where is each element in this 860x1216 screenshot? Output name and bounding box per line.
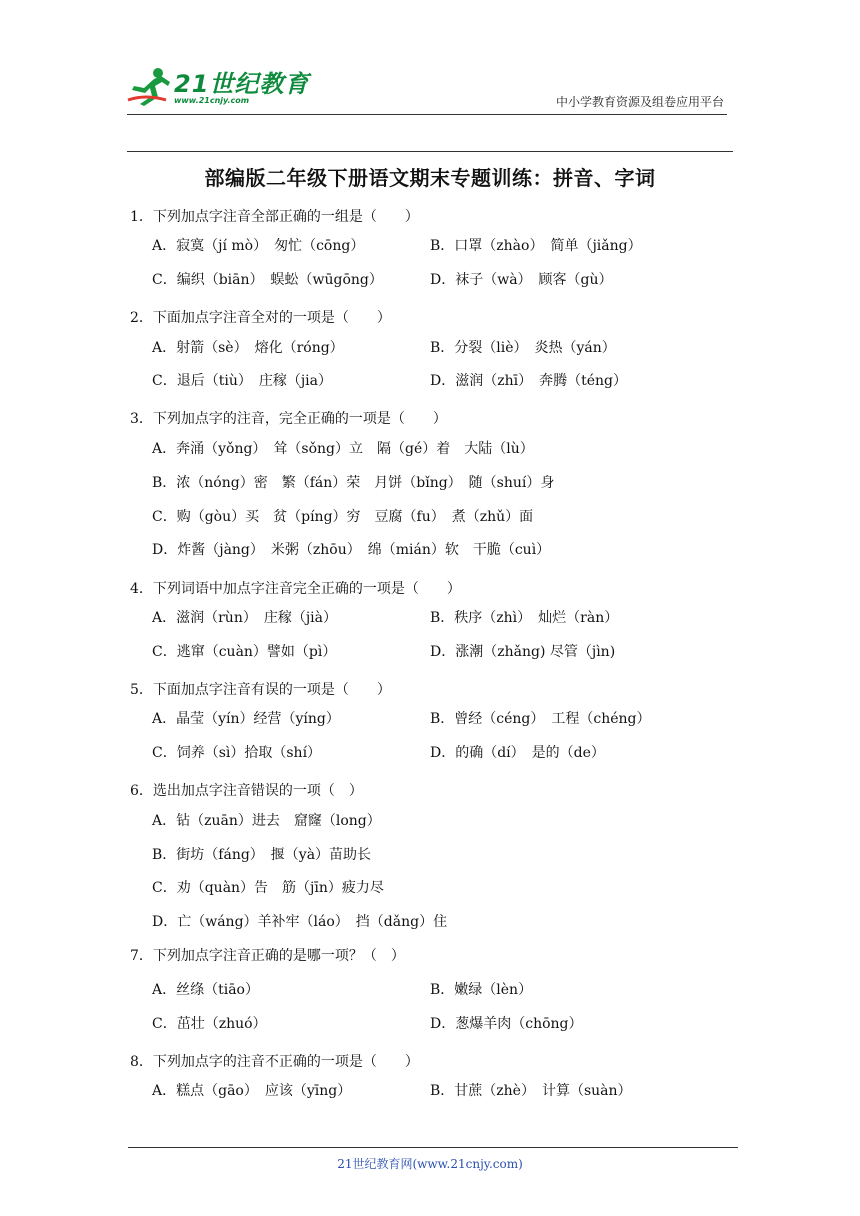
question-7-option-d: D．葱爆羊肉（chōng）: [430, 1016, 583, 1032]
logo: [126, 66, 310, 112]
page-title: 部编版二年级下册语文期末专题训练：拼音、字词: [204, 166, 656, 190]
question-2-stem: 2．下面加点字注音全对的一项是（ ）: [130, 310, 391, 326]
footer-text: 21世纪教育网(www.21cnjy.com): [337, 1157, 523, 1171]
question-8-stem: 8．下列加点字的注音不正确的一项是（ ）: [130, 1054, 419, 1070]
question-2-option-b: B．分裂（liè） 炎热（yán）: [430, 340, 616, 356]
question-2-option-d: D．滋润（zhī） 奔腾（téng）: [430, 373, 627, 389]
question-1-option-b: B．口罩（zhào） 简单（jiǎng）: [430, 238, 642, 254]
question-3-option-b: B．浓（nóng）密 繁（fán）荣 月饼（bǐng） 随（shuí）身: [152, 475, 555, 491]
question-6-option-a: A．钻（zuān）进去 窟窿（long）: [152, 813, 381, 829]
question-4-option-c: C．逃窜（cuàn）譬如（pì）: [152, 644, 337, 660]
question-5-option-a: A．晶莹（yín）经营（yíng）: [152, 711, 340, 727]
question-5-option-b: B．曾经（céng） 工程（chéng）: [430, 711, 651, 727]
question-5-stem: 5．下面加点字注音有误的一项是（ ）: [130, 682, 391, 698]
question-5-option-c: C．饲养（sì）拾取（shí）: [152, 745, 322, 761]
question-4-option-b: B．秩序（zhì） 灿烂（ràn）: [430, 610, 619, 626]
question-7-option-a: A．丝绦（tiāo）: [152, 982, 259, 998]
question-2-option-a: A．射箭（sè） 熔化（róng）: [152, 340, 344, 356]
question-4-option-d: D．涨潮（zhǎng) 尽管（jìn): [430, 644, 616, 660]
question-7-stem: 7．下列加点字注音正确的是哪一项？（ ）: [130, 948, 405, 964]
header-divider: [127, 114, 727, 115]
question-3-option-c: C．购（gòu）买 贫（píng）穷 豆腐（fu） 煮（zhǔ）面: [152, 509, 534, 525]
question-4-stem: 4．下列词语中加点字注音完全正确的一项是（ ）: [130, 581, 461, 597]
page-header: [0, 0, 860, 160]
question-3-option-a: A．奔涌（yǒng） 耸（sǒng）立 隔（gé）着 大陆（lù）: [152, 441, 534, 457]
title-divider: [127, 151, 733, 152]
logo-text: 21世纪教育: [174, 70, 310, 98]
logo-url: www.21cnjy.com: [174, 96, 250, 105]
question-3-option-d: D．炸酱（jàng） 米粥（zhōu） 绵（mián）软 干脆（cuì）: [152, 542, 551, 558]
question-5-option-d: D．的确（dí） 是的（de）: [430, 745, 605, 761]
platform-tagline: 中小学教育资源及组卷应用平台: [555, 95, 724, 109]
question-1-stem: 1．下列加点字注音全部正确的一组是（ ）: [130, 209, 419, 225]
question-2-option-c: C．退后（tiù） 庄稼（jia）: [152, 373, 332, 389]
runner-logo-icon: [126, 66, 172, 106]
question-8-option-a: A．糕点（gāo） 应该（yīng）: [152, 1083, 352, 1099]
footer-divider: [128, 1147, 738, 1148]
question-1-option-c: C．编织（biān） 蜈蚣（wūgōng）: [152, 272, 383, 288]
question-4-option-a: A．滋润（rùn） 庄稼（jià）: [152, 610, 338, 626]
question-6-option-d: D．亡（wáng）羊补牢（láo） 挡（dǎng）住: [152, 914, 448, 930]
question-1-option-a: A．寂寞（jí mò） 匆忙（cōng）: [152, 238, 365, 254]
question-7-option-b: B．嫩绿（lèn）: [430, 982, 533, 998]
question-8-option-b: B．甘蔗（zhè） 计算（suàn）: [430, 1083, 632, 1099]
question-3-stem: 3．下列加点字的注音，完全正确的一项是（ ）: [130, 411, 447, 427]
question-7-option-c: C．茁壮（zhuó）: [152, 1016, 267, 1032]
question-1-option-d: D．袜子（wà） 顾客（gù）: [430, 272, 613, 288]
question-6-option-c: C．劝（quàn）告 筋（jīn）疲力尽: [152, 880, 384, 896]
question-6-option-b: B．街坊（fáng） 揠（yà）苗助长: [152, 847, 372, 863]
question-6-stem: 6．选出加点字注音错误的一项（ ）: [130, 783, 363, 799]
